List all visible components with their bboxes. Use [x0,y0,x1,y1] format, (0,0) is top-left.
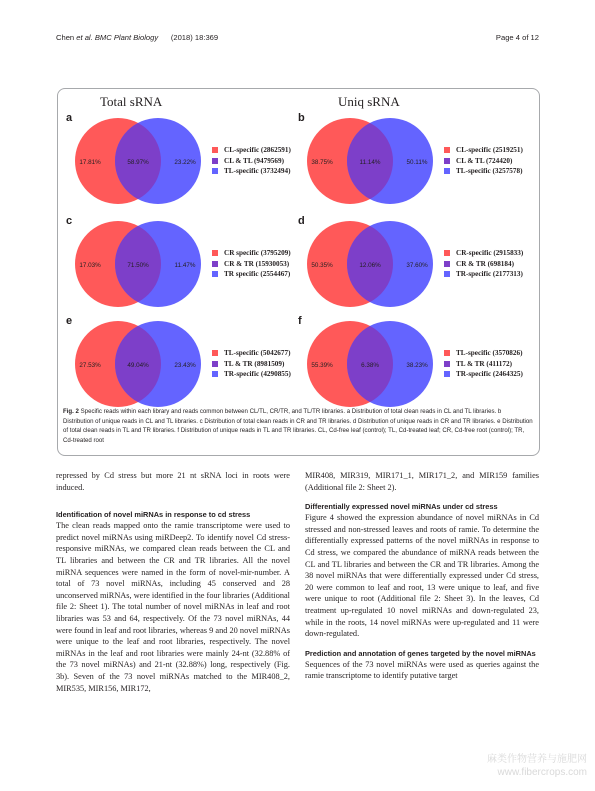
legend-entry [212,269,291,280]
legend-a [212,145,291,177]
legend-entry [444,359,523,370]
panel-letter-a: a [66,112,73,124]
venn-label-mid: 49.04% [127,362,149,369]
legend-label: CR & TR (698184) [456,259,514,268]
legend-swatch [212,147,218,153]
legend-label: CR & TR (15930053) [224,259,290,268]
right-paragraph-1: Figure 4 showed the expression abundance of novel miRNAs in Cd stressed and non-stressed leaves and roots of ramie. To determine the differentially expressed patterns of the novel miRNAs in response to Cd stress, we compared the abundance of miRNA reads between the CL and TL libraries and between the CR and TR libraries. Among the 38 novel miRNAs that were differentially expressed under Cd stress, 20 were common to leaf and root, 13 were unique to leaf, and five were unique to root (Additional file 2: Sheet 3). In the leaves, Cd treatment up-regulated 10 novel miRNAs and down-regulated 23, while in the roots, 14 novel miRNAs were up-regulated and 11 were down-regulated. [305,513,539,639]
left-paragraph: The clean reads mapped onto the ramie transcriptome were used to predict novel miRNAs using miRDeep2. To identify novel Cd stress-responsive miRNAs, we compared clean reads between the CL and TL libraries and between the CR and TR libraries. All the novel miRNA sequences were named in the form of novel-mir-number. A total of 73 novel miRNAs, including 45 conserved and 28 unconserved miRNAs, were identified in the four libraries (Additional file 2: Sheet 1). The total number of novel miRNAs in leaf and root libraries was 53 and 64, respectively. Of the 73 novel miRNAs, 44 were found in leaf and root libraries, whereas 9 and 20 novel miRNAs were unique to the leaf and root libraries, respectively. The novel miRNAs in the leaf and root libraries were mainly 24-nt (32.88% of the 73 novel miRNAs) and 21-nt (32.88%) long, respectively (Fig. 3b). Seven of the 73 novel miRNAs matched to the MIR408_2, MIR535, MIR156, MIR172, [56,521,290,693]
legend-swatch [212,271,218,277]
figure-title-left: Total sRNA [100,94,163,109]
legend-label: TL-specific (5042677) [224,349,291,358]
legend-entry [212,248,291,259]
left-column [56,470,290,694]
venn-label-right: 37.60% [406,262,428,269]
venn-diagram-c [68,218,208,310]
legend-d [444,248,523,280]
venn-label-mid: 12.06% [359,262,381,269]
legend-entry [444,259,523,270]
panel-letter-f: f [298,315,302,327]
venn-diagram-f [300,318,440,410]
legend-label: TL-specific (3257578) [456,167,523,176]
watermark: 麻类作物营养与施肥网 www.fibercrops.com [487,754,587,778]
legend-entry [212,348,291,359]
legend-label: CR-specific (2915833) [456,249,524,258]
venn-diagram-e [68,318,208,410]
section-heading-differential: Differentially expressed novel miRNAs under cd stress [305,502,498,512]
legend-swatch [444,371,450,377]
legend-entry [444,156,523,167]
legend-swatch [444,271,450,277]
legend-entry [444,248,523,259]
venn-label-right: 38.23% [406,362,428,369]
legend-swatch [212,371,218,377]
legend-swatch [212,350,218,356]
legend-swatch [444,361,450,367]
legend-label: TR-specific (4290855) [224,370,291,379]
page-number: Page 4 of 12 [495,33,539,42]
legend-b [444,145,523,177]
venn-label-left: 17.03% [79,262,101,269]
legend-swatch [212,250,218,256]
panel-letter-b: b [298,112,305,124]
venn-label-right: 23.43% [174,362,196,369]
legend-entry [444,369,523,380]
venn-label-left: 38.75% [311,159,333,166]
legend-entry [212,359,291,370]
legend-label: CR specific (3795209) [224,249,291,258]
legend-entry [212,156,291,167]
venn-label-mid: 71.50% [127,262,149,269]
legend-label: TL-specific (3570826) [456,349,523,358]
venn-label-right: 50.11% [406,159,428,166]
legend-swatch [444,168,450,174]
section-heading-targets: Prediction and annotation of genes targeted by the novel miRNAs [305,648,536,658]
legend-e [212,348,291,380]
legend-f [444,348,523,380]
figure-2 [57,88,540,456]
legend-swatch [444,261,450,267]
legend-swatch [444,350,450,356]
venn-label-left: 17.81% [79,159,101,166]
venn-diagram-a [68,115,208,207]
right-paragraph-2: Sequences of the 73 novel miRNAs were used as queries against the ramie transcriptome to identify putative target [305,659,539,681]
legend-c [212,248,291,280]
venn-label-mid: 6.38% [361,362,379,369]
header-citation: Chen et al. BMC Plant Biology (2018) 18:369 [56,33,219,42]
legend-entry [444,145,523,156]
legend-swatch [444,147,450,153]
legend-swatch [212,361,218,367]
section-heading-novel-mirnas: Identification of novel miRNAs in response to cd stress [56,510,251,520]
venn-label-right: 11.47% [174,262,196,269]
legend-label: TR-specific (2177313) [456,270,523,279]
figure-title-right: Uniq sRNA [338,94,400,109]
venn-label-left: 27.53% [79,362,101,369]
legend-entry [444,348,523,359]
figure-caption: Fig. 2 Specific reads within each library and reads common between CL/TL, CR/TR, and TL/TR libraries. a Distribution of total clean reads in CL and TL libraries. b Distribution of unique reads in CL and TL libraries. c Distribution of total clean reads in CR and TR libraries. d Distribution of unique reads in CR and TR libraries. e Distribution of total clean reads in TL and TR libraries. f Distribution of unique reads in TL and TR libraries. CL, Cd-free leaf (control); TL, Cd-treated leaf; CR, Cd-free root (control); TR, Cd-treated root [63,408,533,444]
legend-entry [444,269,523,280]
legend-label: TL & TR (8981509) [224,359,285,368]
legend-swatch [212,261,218,267]
legend-entry [212,166,291,177]
legend-label: CL-specific (2519251) [456,146,523,155]
venn-label-left: 55.39% [311,362,333,369]
venn-label-left: 50.35% [311,262,333,269]
right-top-paragraph: MIR408, MIR319, MIR171_1, MIR171_2, and MIR159 families (Additional file 2: Sheet 2). [305,471,539,492]
legend-swatch [444,158,450,164]
legend-label: TL & TR (411172) [456,359,512,368]
venn-label-right: 23.22% [174,159,196,166]
legend-label: CL-specific (2862591) [224,146,291,155]
legend-swatch [444,250,450,256]
venn-label-mid: 58.97% [127,159,149,166]
legend-entry [212,145,291,156]
legend-entry [212,259,291,270]
left-top-paragraph: repressed by Cd stress but more 21 nt sRNA loci in roots were induced. [56,471,290,492]
legend-label: TR specific (2554467) [224,270,291,279]
legend-label: TR-specific (2464325) [456,370,523,379]
venn-diagram-d [300,218,440,310]
legend-label: TL-specific (3732494) [224,167,291,176]
venn-diagram-b [300,115,440,207]
right-column [305,470,539,682]
panel-letter-d: d [298,215,305,227]
legend-swatch [212,158,218,164]
legend-entry [212,369,291,380]
legend-entry [444,166,523,177]
legend-swatch [212,168,218,174]
legend-label: CL & TL (9479569) [224,156,284,165]
panel-letter-c: c [66,215,73,227]
panel-letter-e: e [66,315,73,327]
venn-label-mid: 11.14% [359,159,381,166]
legend-label: CL & TL (724420) [456,156,513,165]
